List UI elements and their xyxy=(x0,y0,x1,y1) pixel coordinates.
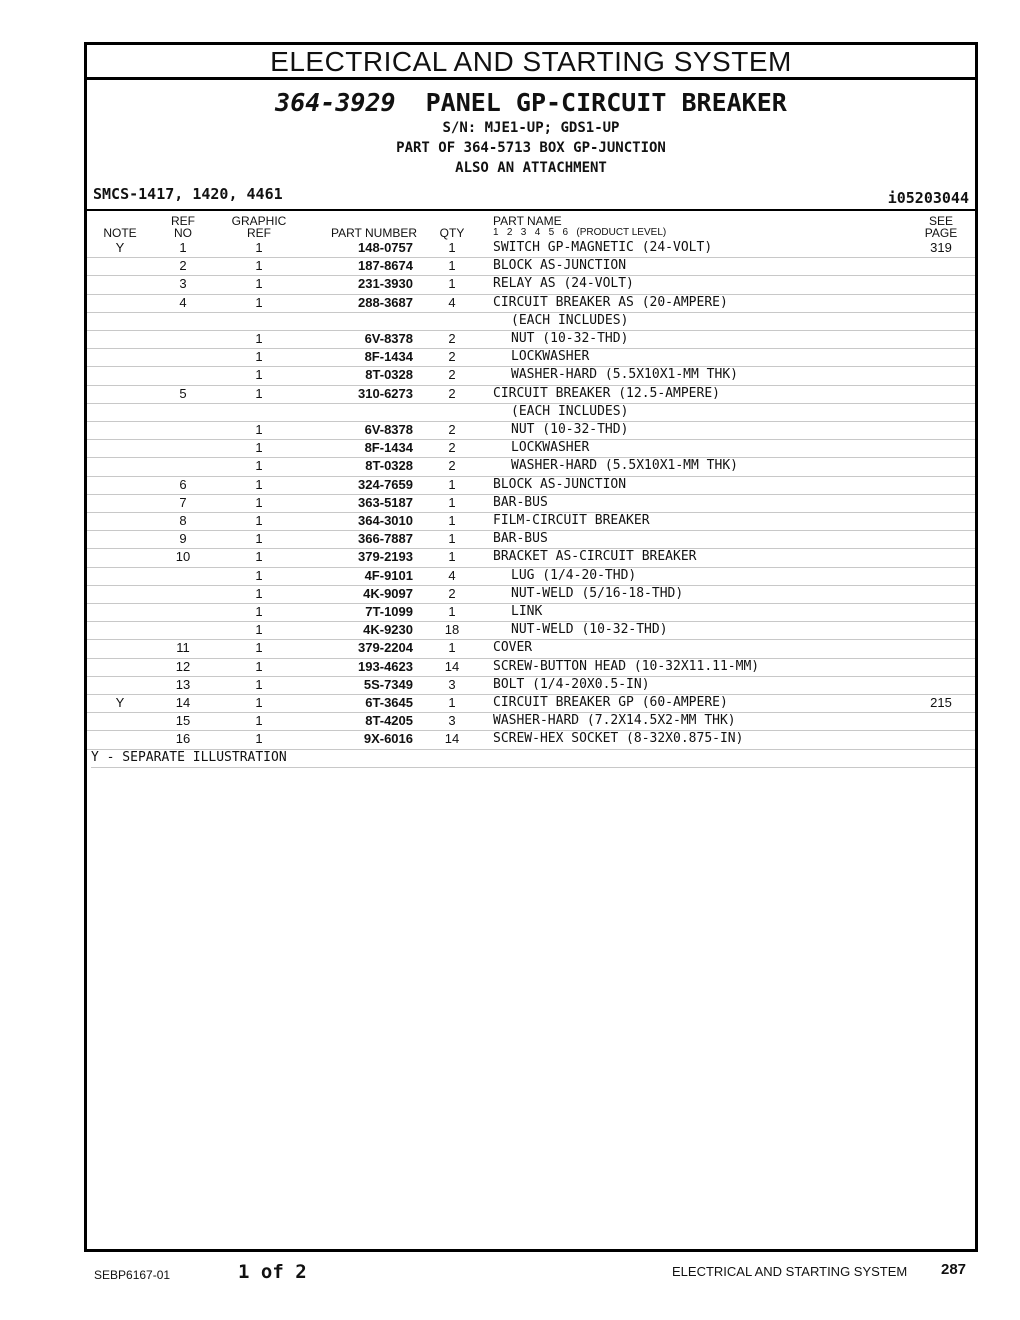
quantity: 2 xyxy=(448,422,456,437)
graphic-ref: 1 xyxy=(255,276,263,292)
quantity: 1 xyxy=(448,476,456,492)
table-row xyxy=(87,712,975,731)
header-ref-bottom: NO xyxy=(174,226,192,240)
graphic-ref: 1 xyxy=(255,258,263,274)
graphic-ref: 1 xyxy=(255,585,263,601)
quantity: 3 xyxy=(448,676,456,692)
quantity: 4 xyxy=(448,567,456,583)
ref-number: 2 xyxy=(179,258,187,274)
table-row xyxy=(87,257,975,276)
part-number: 8F-1434 xyxy=(364,349,413,365)
part-name: BAR-BUS xyxy=(493,531,548,547)
quantity: 2 xyxy=(448,585,456,601)
graphic-ref: 1 xyxy=(255,695,263,710)
quantity: 2 xyxy=(448,331,456,346)
attachment-line: ALSO AN ATTACHMENT xyxy=(455,160,607,176)
header-graphic-bottom: REF xyxy=(247,226,271,240)
graphic-ref: 1 xyxy=(255,549,263,565)
part-name: WASHER-HARD (5.5X10X1-MM THK) xyxy=(511,367,738,383)
see-page: 215 xyxy=(930,695,952,710)
part-name: RELAY AS (24-VOLT) xyxy=(493,276,634,292)
part-number-heading: 364-3929 xyxy=(275,88,396,117)
graphic-ref: 1 xyxy=(255,658,263,674)
part-number: 4F-9101 xyxy=(364,567,413,583)
ref-number: 5 xyxy=(179,385,187,401)
graphic-ref: 1 xyxy=(255,294,263,310)
quantity: 1 xyxy=(448,240,456,255)
ref-number: 9 xyxy=(179,531,187,547)
quantity: 1 xyxy=(448,531,456,547)
graphic-ref: 1 xyxy=(255,622,263,638)
table-row xyxy=(87,694,975,713)
quantity: 1 xyxy=(448,640,456,656)
graphic-ref: 1 xyxy=(255,567,263,583)
footnote: Y - SEPARATE ILLUSTRATION xyxy=(91,750,975,768)
part-name: LUG (1/4-20-THD) xyxy=(511,567,637,583)
table-row xyxy=(87,639,975,658)
part-name-heading: PANEL GP-CIRCUIT BREAKER xyxy=(425,88,787,117)
part-title xyxy=(87,89,975,117)
part-name: BRACKET AS-CIRCUIT BREAKER xyxy=(493,549,697,565)
quantity: 14 xyxy=(444,658,460,674)
ref-number: 4 xyxy=(179,294,187,310)
note-cell: Y xyxy=(115,695,125,710)
footer-section: ELECTRICAL AND STARTING SYSTEM xyxy=(672,1264,908,1279)
part-number: 364-3010 xyxy=(358,513,413,528)
ref-number: 11 xyxy=(176,640,190,656)
ref-number: 12 xyxy=(175,658,191,674)
table-row xyxy=(87,476,975,495)
part-number: 363-5187 xyxy=(358,494,413,510)
graphic-ref: 1 xyxy=(255,676,263,692)
smcs-codes: SMCS-1417, 1420, 4461 xyxy=(93,185,283,203)
header-see-bottom: PAGE xyxy=(924,226,958,240)
table-row xyxy=(87,603,975,622)
table-row xyxy=(87,275,975,294)
graphic-ref: 1 xyxy=(255,713,263,729)
table-row xyxy=(87,239,975,258)
part-name: CIRCUIT BREAKER AS (20-AMPERE) xyxy=(493,294,728,310)
header-part-name: PART NAME xyxy=(493,214,562,228)
part-number: 288-3687 xyxy=(358,294,413,310)
page-frame xyxy=(84,42,978,1252)
quantity: 2 xyxy=(448,440,456,456)
table-row xyxy=(87,512,975,531)
part-name: LOCKWASHER xyxy=(511,440,590,456)
ref-number: 8 xyxy=(179,513,187,528)
part-name: LOCKWASHER xyxy=(511,349,590,365)
table-row xyxy=(87,730,975,749)
header-part-number: PART NUMBER xyxy=(330,226,417,240)
table-row xyxy=(87,585,975,604)
table-row xyxy=(87,567,975,586)
part-name: CIRCUIT BREAKER (12.5-AMPERE) xyxy=(493,385,720,401)
part-number: 310-6273 xyxy=(358,385,413,401)
footer-page-of: 1 of 2 xyxy=(238,1261,307,1283)
part-number: 324-7659 xyxy=(358,476,413,492)
part-number: 6V-8378 xyxy=(364,422,413,437)
part-of-line: PART OF 364-5713 BOX GP-JUNCTION xyxy=(396,140,666,156)
part-number: 379-2193 xyxy=(358,549,413,565)
table-row xyxy=(87,621,975,640)
ref-number: 16 xyxy=(175,731,191,747)
quantity: 1 xyxy=(448,695,456,710)
quantity: 2 xyxy=(448,367,456,383)
part-number: 8T-4205 xyxy=(365,713,413,729)
table-row xyxy=(87,421,975,440)
quantity: 1 xyxy=(448,604,456,619)
header-ref-top: REF xyxy=(171,214,195,228)
graphic-ref: 1 xyxy=(255,513,263,528)
graphic-ref: 1 xyxy=(255,458,263,474)
ref-number: 15 xyxy=(175,713,191,729)
part-name: (EACH INCLUDES) xyxy=(511,403,629,419)
part-number: 8F-1434 xyxy=(364,440,413,456)
part-name: BLOCK AS-JUNCTION xyxy=(493,476,627,492)
table-row xyxy=(87,385,975,404)
graphic-ref: 1 xyxy=(255,640,263,656)
part-number: 193-4623 xyxy=(358,658,413,674)
graphic-ref: 1 xyxy=(255,240,263,255)
graphic-ref: 1 xyxy=(255,385,263,401)
table-row xyxy=(87,548,975,567)
header-rule xyxy=(87,209,975,211)
illustration-id: i05203044 xyxy=(887,189,969,207)
quantity: 1 xyxy=(448,276,456,292)
table-row xyxy=(87,457,975,476)
ref-number: 1 xyxy=(179,240,187,255)
see-page: 319 xyxy=(930,240,952,255)
table-row xyxy=(87,366,975,385)
ref-number: 13 xyxy=(175,676,191,692)
part-number: 379-2204 xyxy=(358,640,413,656)
part-number: 6V-8378 xyxy=(364,331,413,346)
part-name: NUT (10-32-THD) xyxy=(511,422,629,437)
part-name: WASHER-HARD (5.5X10X1-MM THK) xyxy=(511,458,738,474)
serial-range: S/N: MJE1-UP; GDS1-UP xyxy=(442,120,620,136)
ref-number: 6 xyxy=(179,476,187,492)
part-number: 6T-3645 xyxy=(365,695,413,710)
ref-number: 10 xyxy=(175,549,191,565)
section-title: ELECTRICAL AND STARTING SYSTEM xyxy=(87,45,975,80)
ref-number: 7 xyxy=(179,494,187,510)
part-name: LINK xyxy=(511,604,543,619)
graphic-ref: 1 xyxy=(255,440,263,456)
part-number: 9X-6016 xyxy=(363,731,413,747)
table-row xyxy=(87,330,975,349)
graphic-ref: 1 xyxy=(255,422,263,437)
graphic-ref: 1 xyxy=(255,604,263,619)
part-name: SCREW-BUTTON HEAD (10-32X11.11-MM) xyxy=(493,658,760,674)
part-number: 5S-7349 xyxy=(363,676,413,692)
quantity: 2 xyxy=(448,349,456,365)
quantity: 4 xyxy=(448,294,456,310)
quantity: 14 xyxy=(444,731,460,747)
part-number: 231-3930 xyxy=(358,276,413,292)
table-row xyxy=(87,348,975,367)
header-graphic-top: GRAPHIC xyxy=(231,214,287,228)
graphic-ref: 1 xyxy=(255,331,263,346)
part-name: WASHER-HARD (7.2X14.5X2-MM THK) xyxy=(493,713,736,729)
part-name: BLOCK AS-JUNCTION xyxy=(493,258,627,274)
part-name: FILM-CIRCUIT BREAKER xyxy=(493,513,650,528)
table-row xyxy=(87,530,975,549)
part-number: 8T-0328 xyxy=(365,367,413,383)
part-name: NUT-WELD (5/16-18-THD) xyxy=(511,585,684,601)
footer-doc-id: SEBP6167-01 xyxy=(94,1268,171,1282)
header-note: NOTE xyxy=(103,226,137,240)
part-name: (EACH INCLUDES) xyxy=(511,312,629,328)
header-product-level: 1 2 3 4 5 6 (PRODUCT LEVEL) xyxy=(493,227,667,238)
table-row xyxy=(87,658,975,677)
note-cell: Y xyxy=(115,240,125,255)
graphic-ref: 1 xyxy=(255,494,263,510)
quantity: 2 xyxy=(448,458,456,474)
table-row xyxy=(87,676,975,695)
table-row xyxy=(87,312,975,331)
part-number: 7T-1099 xyxy=(365,604,413,619)
table-row xyxy=(87,294,975,313)
quantity: 1 xyxy=(448,513,456,528)
part-name: NUT-WELD (10-32-THD) xyxy=(511,622,668,638)
footer-page-number: 287 xyxy=(941,1261,967,1278)
part-name: SWITCH GP-MAGNETIC (24-VOLT) xyxy=(493,240,713,255)
part-number: 366-7887 xyxy=(358,531,413,547)
quantity: 2 xyxy=(448,385,456,401)
quantity: 3 xyxy=(448,713,456,729)
ref-number: 3 xyxy=(179,276,187,292)
part-name: BAR-BUS xyxy=(493,494,548,510)
part-name: CIRCUIT BREAKER GP (60-AMPERE) xyxy=(493,695,728,710)
part-number: 4K-9097 xyxy=(363,585,413,601)
part-name: SCREW-HEX SOCKET (8-32X0.875-IN) xyxy=(493,731,744,747)
table-row xyxy=(87,403,975,422)
table-row xyxy=(87,494,975,513)
part-number: 8T-0328 xyxy=(365,458,413,474)
part-name: BOLT (1/4-20X0.5-IN) xyxy=(493,676,650,692)
graphic-ref: 1 xyxy=(255,476,263,492)
quantity: 1 xyxy=(448,494,456,510)
header-qty: QTY xyxy=(439,226,465,240)
table-row xyxy=(87,439,975,458)
graphic-ref: 1 xyxy=(255,367,263,383)
part-number: 4K-9230 xyxy=(363,622,413,638)
graphic-ref: 1 xyxy=(255,349,263,365)
quantity: 18 xyxy=(444,622,460,638)
graphic-ref: 1 xyxy=(255,731,263,747)
part-number: 187-8674 xyxy=(358,258,413,274)
part-number: 148-0757 xyxy=(358,240,413,255)
quantity: 1 xyxy=(448,549,456,565)
quantity: 1 xyxy=(448,258,456,274)
ref-number: 14 xyxy=(175,695,191,710)
part-name: NUT (10-32-THD) xyxy=(511,331,629,346)
graphic-ref: 1 xyxy=(255,531,263,547)
header-see-top: SEE xyxy=(928,214,953,228)
part-name: COVER xyxy=(493,640,533,656)
